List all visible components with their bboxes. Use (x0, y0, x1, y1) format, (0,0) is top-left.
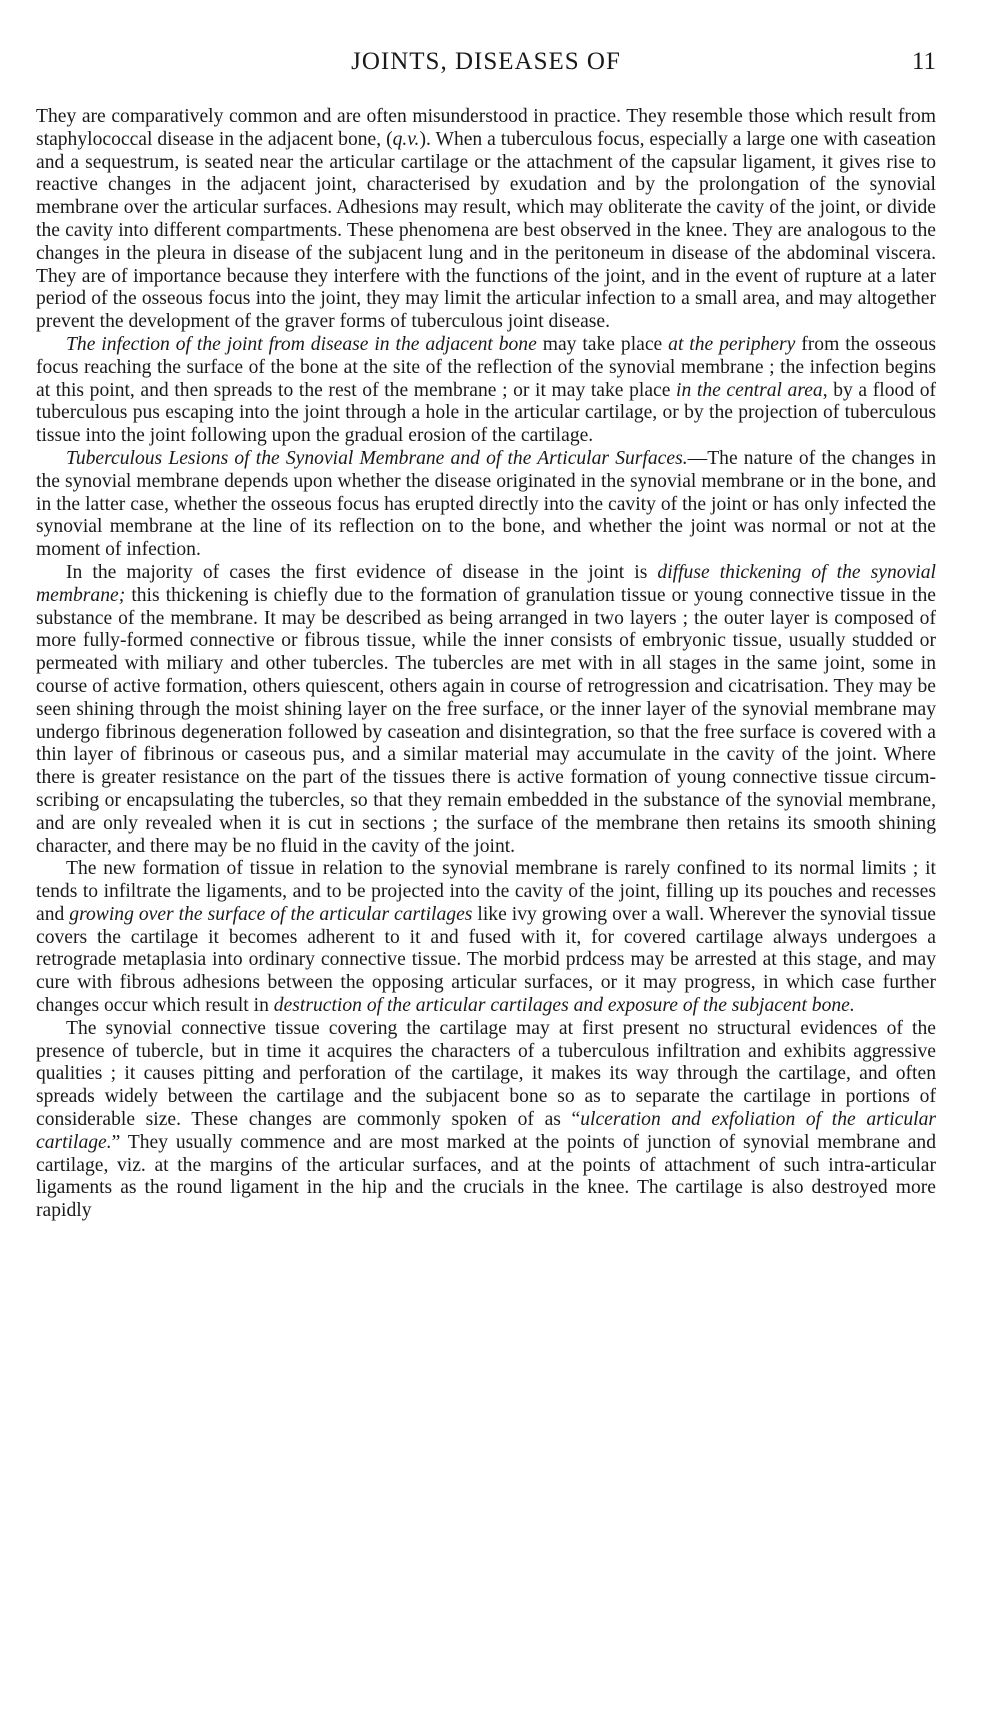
paragraph (36, 334, 936, 448)
text-run: , by a flood of tuberculous pus escaping into the joint through a hole in the articular cartilage, or by the projection of tuberculous tissue into the joint following upon the gradual erosion of the cartilage. (36, 379, 937, 447)
text-run: ). When a tuberculous focus, especially a large one with caseation and a sequestrum, is seated near the articular cartilage or the attachment of the capsular ligament, it gives rise to reactive changes in the adjacent joint, characterised by exudation and by the prolongation of the synovial membrane over the articular surfaces. Adhesions may result, which may obliterate the cavity of the joint, or divide the cavity into different compartments. These phenomena are best observed in the knee. They are analogous to the changes in the pleura in disease of the subjacent lung and in the peritoneum in disease of the abdominal viscera. They are of importance because they interfere with the functions of the joint, and in the event of rupture at a later period of the osseous focus into the joint, they may limit the articular infection to a small area, and may altogether prevent the development of the graver forms of tuberculous joint disease. (36, 128, 936, 333)
running-title: JOINTS, DISEASES OF (351, 48, 621, 75)
text-run: The new formation of tissue in relation to the synovial membrane is rarely confined to its normal limits ; it tends to infiltrate the ligaments, and to be projected into the cavity of the joint, filling up its pouches and recesses and (36, 858, 936, 925)
italic-run: growing over the surface of the articular cartilages (69, 903, 473, 925)
text-run: The synovial connective tissue covering the cartilage may at first present no structural evidences of the presence of tubercle, but in time it acquires the characters of a tuberculous infiltration and exhibits aggressive qualities ; it causes pitting and perforation of the cartilage, it makes its way through the cartilage, and often spreads widely between the cartilage and the subjacent bone so as to separate the cartilage in portions of considerable size. These changes are commonly spoken of as “ (36, 1017, 936, 1131)
text-run: may take place (536, 333, 669, 355)
italic-run: q.v. (392, 128, 420, 150)
italic-run: ulceration and exfoliation of the articular cartilage. (36, 1109, 936, 1153)
italic-run: Tuberculous Lesions of the Synovial Membrane and of the Articular Surfaces. (66, 447, 688, 469)
text-run: like ivy growing over a wall. Wherever the synovial tissue covers the cartilage it becomes adherent to it and fused with it, for covered cartilage always undergoes a retrograde metaplasia into ordinary connective tissue. The morbid prdcess may be arrested at this stage, and may cure with fibrous adhesions between the opposing articular surfaces, or it may progress, in which case further changes occur which result in (36, 903, 936, 1017)
paragraph (36, 562, 936, 858)
text-run: —The nature of the changes in the synovial membrane depends upon whether the disease originated in the synovial membrane or in the bone, and in the latter case, whether the osseous focus has erupted directly into the cavity of the joint or has only infected the synovial membrane at the line of its reflection on to the bone, and whether the joint was normal or not at the moment of infection. (36, 447, 937, 561)
italic-run: destruction of the articular cartilages and exposure of the subjacent bone. (273, 995, 855, 1017)
italic-run: at the periphery (668, 333, 796, 355)
text-run: from the osseous focus reaching the surface of the bone at the site of the reflection of the synovial membrane ; the infection begins at this point, and then spreads to the rest of the membrane ; or it may take place (36, 333, 937, 401)
running-header (36, 48, 936, 82)
paragraph (36, 1018, 936, 1223)
paragraph (36, 106, 936, 334)
paragraph (36, 858, 936, 1018)
paragraph (36, 448, 936, 562)
page-number: 11 (911, 48, 936, 75)
italic-run: in the central area (676, 379, 823, 401)
text-run: They are comparatively common and are often misunderstood in practice. They resemble those which result from staphylococcal disease in the adjacent bone, ( (36, 106, 936, 150)
text-run: this thickening is chiefly due to the formation of granulation tissue or young connective tissue in the substance of the membrane. It may be described as being arranged in two layers ; the outer layer is composed of more fully-formed connective or fibrous tissue, while the inner consists of embryonic tissue, usually studded or permeated with miliary and other tubercles. The tubercles are met with in all stages in the same joint, some in course of active formation, others quiescent, others again in course of retrogression and cicatrisation. They may be seen shining through the moist shining layer on the free surface, or the inner layer of the synovial membrane may undergo fibrinous degeneration followed by caseation and disintegration, so that the free surface is covered with a thin layer of fibrinous or caseous pus, and a similar material may accumulate in the cavity of the joint. Where there is greater resistance on the part of the tissues there is active formation of young connective tissue circumscribing or encapsulating the tubercles, so that they remain embedded in the substance of the synovial membrane, and are only revealed when it is cut in sections ; the surface of the membrane then retains its smooth shining character, and there may be no fluid in the cavity of the joint. (36, 584, 936, 857)
text-run: ” They usually commence and are most marked at the points of junction of synovial membrane and cartilage, viz. at the margins of the articular surfaces, and at the points of attachment of such intra-articular ligaments as the round ligament in the hip and the crucials in the knee. The cartilage is also destroyed more rapidly (36, 1131, 936, 1222)
italic-run: diffuse thickening of the synovial membrane; (36, 561, 936, 606)
text-run: In the majority of cases the first evidence of disease in the joint is (66, 561, 658, 583)
body-text (36, 106, 936, 1223)
italic-run: The infection of the joint from disease in the adjacent bone (66, 333, 537, 355)
